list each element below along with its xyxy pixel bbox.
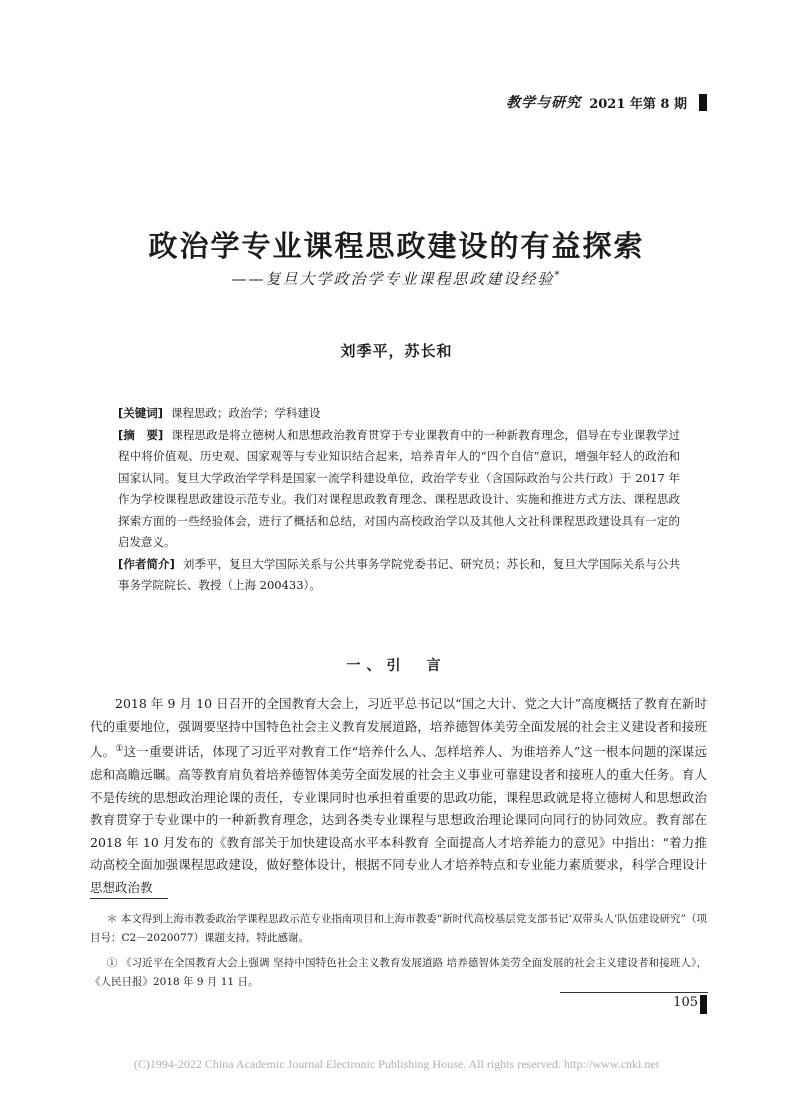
keywords-block [118,403,680,425]
article-title: 政治学专业课程思政建设的有益探索 [148,229,645,263]
issue-label: 2021 年第 8 期 [589,96,687,112]
running-header [506,92,707,112]
footnote-ref: ① [115,744,124,755]
paragraph [90,693,707,900]
article-meta [118,403,680,597]
abstract-block [118,425,680,554]
section-heading: 一、引 言 [346,658,447,674]
footnote-funding: ＊ 本文得到上海市教委政治学课程思政示范专业指南项目和上海市教委“新时代高校基层党支部书记‘双带头人’队伍建设研究”（项目号：C2－2020077）课题支持，特此感谢。 [90,913,707,944]
author-intro-tag: [作者简介] [118,556,175,571]
page-number: 105 [673,995,698,1010]
body-text [90,693,707,900]
funding-mark: * [554,270,562,281]
article-subtitle [0,268,793,289]
footnote-1: ① 《习近平在全国教育大会上强调 坚持中国特色社会主义教育发展道路 培养德智体美劳全面发展的社会主义建设者和接班人》，《人民日报》2018 年 9 月 11 日。 [90,957,707,988]
journal-name: 教学与研究 [506,95,582,111]
keywords-text: 课程思政；政治学；学科建设 [171,406,321,420]
footnote-divider [90,898,168,899]
paragraph-text-a: 2018 年 9 月 10 日召开的全国教育大会上，习近平总书记以“国之大计、党之大计”高度概括了教育在新时代的重要地位，强调要坚持中国特色社会主义教育发展道路，培养德智体美劳全面发展的社会主义建设者和接班人。 [90,696,707,760]
abstract-tag: [摘 要] [118,427,164,442]
paragraph-text-b: 这一重要讲话，体现了习近平对教育工作“培养什么人、怎样培养人、为谁培养人”这一根本问题的深谋远虑和高瞻远瞩。高等教育肩负着培养德智体美劳全面发展的社会主义事业可靠建设者和接班人的重大任务。育人不是传统的思想政治理论课的责任，专业课同时也承担着重要的思政功能，课程思政就是将立德树人和思想政治教育贯穿于专业课中的一种新教育理念，达到各类专业课程与思想政治理论课同向同行的协同效应。教育部在 2018 年 10 月发布的《教育部关于加快建设高水平本科教育 全面提高人才培养能力的意见》中指出：“着力推动高校全面加强课程思政建设，做好整体设计，根据不同专业人才培养特点和专业能力素质要求，科学合理设计思想政治教 [90,744,707,895]
author-line: 刘季平，苏长和 [340,342,453,360]
footnotes [90,910,707,998]
header-bar-mark [699,94,707,111]
page-number-rule [560,992,708,993]
abstract-text: 课程思政是将立德树人和思想政治教育贯穿于专业课教育中的一种新教育理念，倡导在专业课教学过程中将价值观、历史观、国家观等与专业知识结合起来，培养青年人的“四个自信”意识，增强年轻人的政治和国家认同。复旦大学政治学学科是国家一流学科建设单位，政治学专业（含国际政治与公共行政）于 2017 年作为学校课程思政建设示范专业。我们对课程思政教育理念、课程思政设计、实施和推进方式方法、课程思政探索方面的一些经验体会，进行了概括和总结，对国内高校政治学以及其他人文社科课程思政建设具有一定的启发意义。 [118,427,680,549]
author-intro-text: 刘季平，复旦大学国际关系与公共事务学院党委书记、研究员；苏长和，复旦大学国际关系与公共事务学院院长、教授（上海 200433）。 [118,556,680,592]
page-number-bar-mark [700,995,707,1014]
copyright-watermark: (C)1994-2022 China Academic Journal Electronic Publishing House. All rights reserved. http://www.cnki.net [133,1057,660,1071]
author-intro-block [118,554,680,597]
subtitle-text: ——复旦大学政治学专业课程思政建设经验 [231,270,555,288]
keywords-tag: [关键词] [118,406,164,420]
